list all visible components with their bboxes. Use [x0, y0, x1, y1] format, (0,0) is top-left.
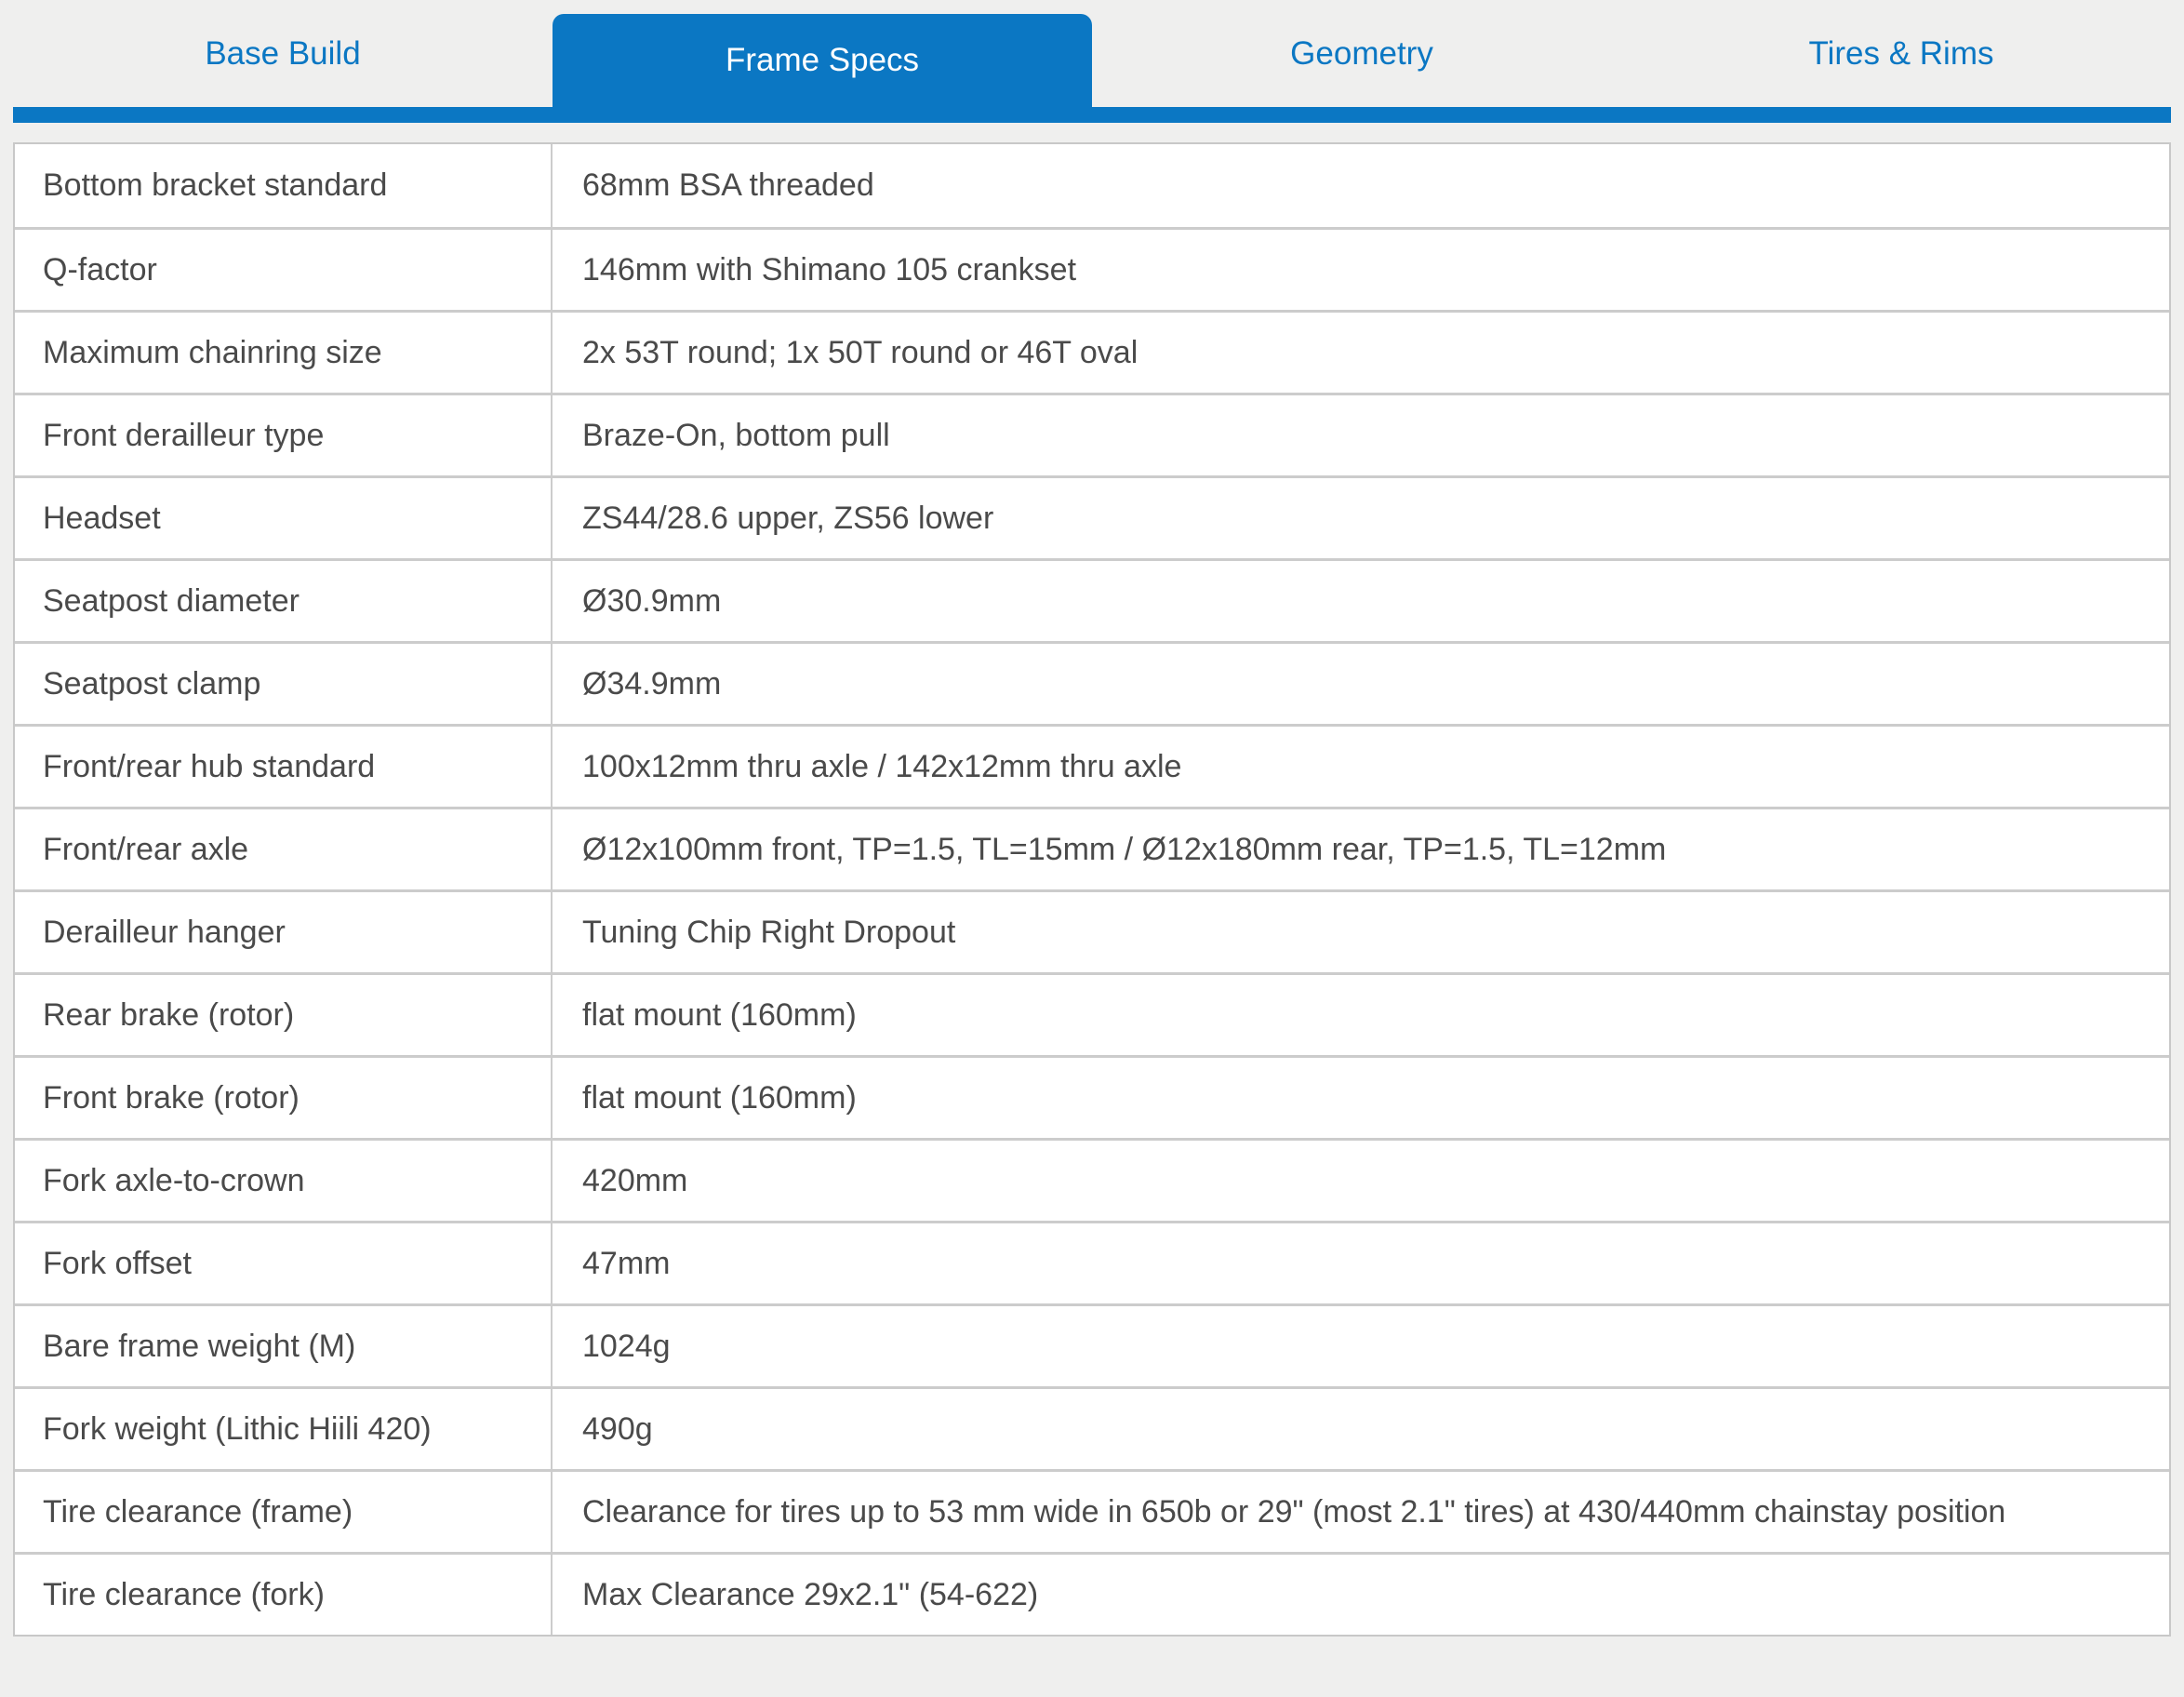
table-row: [15, 807, 2169, 889]
spec-label-cell: Tire clearance (fork): [15, 1555, 553, 1635]
tab-frame-specs[interactable]: Frame Specs: [553, 14, 1092, 107]
spec-value-cell: 490g: [582, 1410, 653, 1447]
table-row: [15, 1552, 2169, 1635]
spec-value-cell: 68mm BSA threaded: [582, 167, 874, 203]
table-row: [15, 393, 2169, 475]
table-row: [15, 1055, 2169, 1138]
spec-value-cell: 146mm with Shimano 105 crankset: [582, 251, 1077, 287]
spec-label-cell: Maximum chainring size: [15, 313, 553, 393]
spec-value-cell: ZS44/28.6 upper, ZS56 lower: [582, 500, 994, 536]
table-row: [15, 1303, 2169, 1386]
tab-tires-rims[interactable]: Tires & Rims: [1808, 34, 1994, 72]
table-row: [15, 558, 2169, 641]
spec-value-cell: 47mm: [582, 1245, 671, 1281]
spec-label-cell: Seatpost diameter: [15, 561, 553, 641]
table-row: [15, 972, 2169, 1055]
spec-value-cell: flat mount (160mm): [582, 996, 857, 1033]
spec-label-cell: Front/rear axle: [15, 809, 553, 889]
spec-label-cell: Bottom bracket standard: [15, 144, 553, 227]
table-row: [15, 1138, 2169, 1221]
spec-value-cell: flat mount (160mm): [582, 1079, 857, 1116]
table-row: [15, 475, 2169, 558]
spec-label-cell: Fork weight (Lithic Hiili 420): [15, 1389, 553, 1469]
frame-specs-table: [13, 142, 2171, 1637]
table-row: [15, 724, 2169, 807]
spec-value-cell: Braze-On, bottom pull: [582, 417, 890, 453]
spec-label-cell: Fork offset: [15, 1223, 553, 1303]
spec-value-cell: 2x 53T round; 1x 50T round or 46T oval: [582, 334, 1139, 370]
tab-base-build[interactable]: Base Build: [205, 34, 361, 72]
spec-label-cell: Tire clearance (frame): [15, 1472, 553, 1552]
table-row: [15, 641, 2169, 724]
spec-label-cell: Bare frame weight (M): [15, 1306, 553, 1386]
table-row: [15, 144, 2169, 227]
spec-value-cell: Ø34.9mm: [582, 665, 722, 702]
spec-label-cell: Front/rear hub standard: [15, 727, 553, 807]
spec-label-cell: Seatpost clamp: [15, 644, 553, 724]
spec-label-cell: Headset: [15, 478, 553, 558]
spec-value-cell: Clearance for tires up to 53 mm wide in 650b or 29" (most 2.1" tires) at 430/440mm chainstay position: [582, 1493, 2006, 1530]
spec-label-cell: Rear brake (rotor): [15, 975, 553, 1055]
spec-value-cell: 1024g: [582, 1328, 671, 1364]
spec-label-cell: Fork axle-to-crown: [15, 1141, 553, 1221]
spec-label-cell: Derailleur hanger: [15, 892, 553, 972]
tab-underline-bar: [13, 107, 2171, 123]
spec-value-cell: 100x12mm thru axle / 142x12mm thru axle: [582, 748, 1182, 784]
spec-value-cell: Tuning Chip Right Dropout: [582, 914, 956, 950]
spec-label-cell: Front derailleur type: [15, 395, 553, 475]
spec-label-cell: Front brake (rotor): [15, 1058, 553, 1138]
table-row: [15, 889, 2169, 972]
tab-geometry[interactable]: Geometry: [1290, 34, 1433, 72]
spec-value-cell: 420mm: [582, 1162, 688, 1198]
spec-label-cell: Q-factor: [15, 230, 553, 310]
spec-value-cell: Max Clearance 29x2.1" (54-622): [582, 1576, 1039, 1612]
table-row: [15, 1386, 2169, 1469]
table-row: [15, 310, 2169, 393]
table-row: [15, 227, 2169, 310]
tab-bar: [13, 0, 2171, 107]
spec-value-cell: Ø30.9mm: [582, 582, 722, 619]
table-row: [15, 1469, 2169, 1552]
spec-value-cell: Ø12x100mm front, TP=1.5, TL=15mm / Ø12x180mm rear, TP=1.5, TL=12mm: [582, 831, 1667, 867]
table-row: [15, 1221, 2169, 1303]
